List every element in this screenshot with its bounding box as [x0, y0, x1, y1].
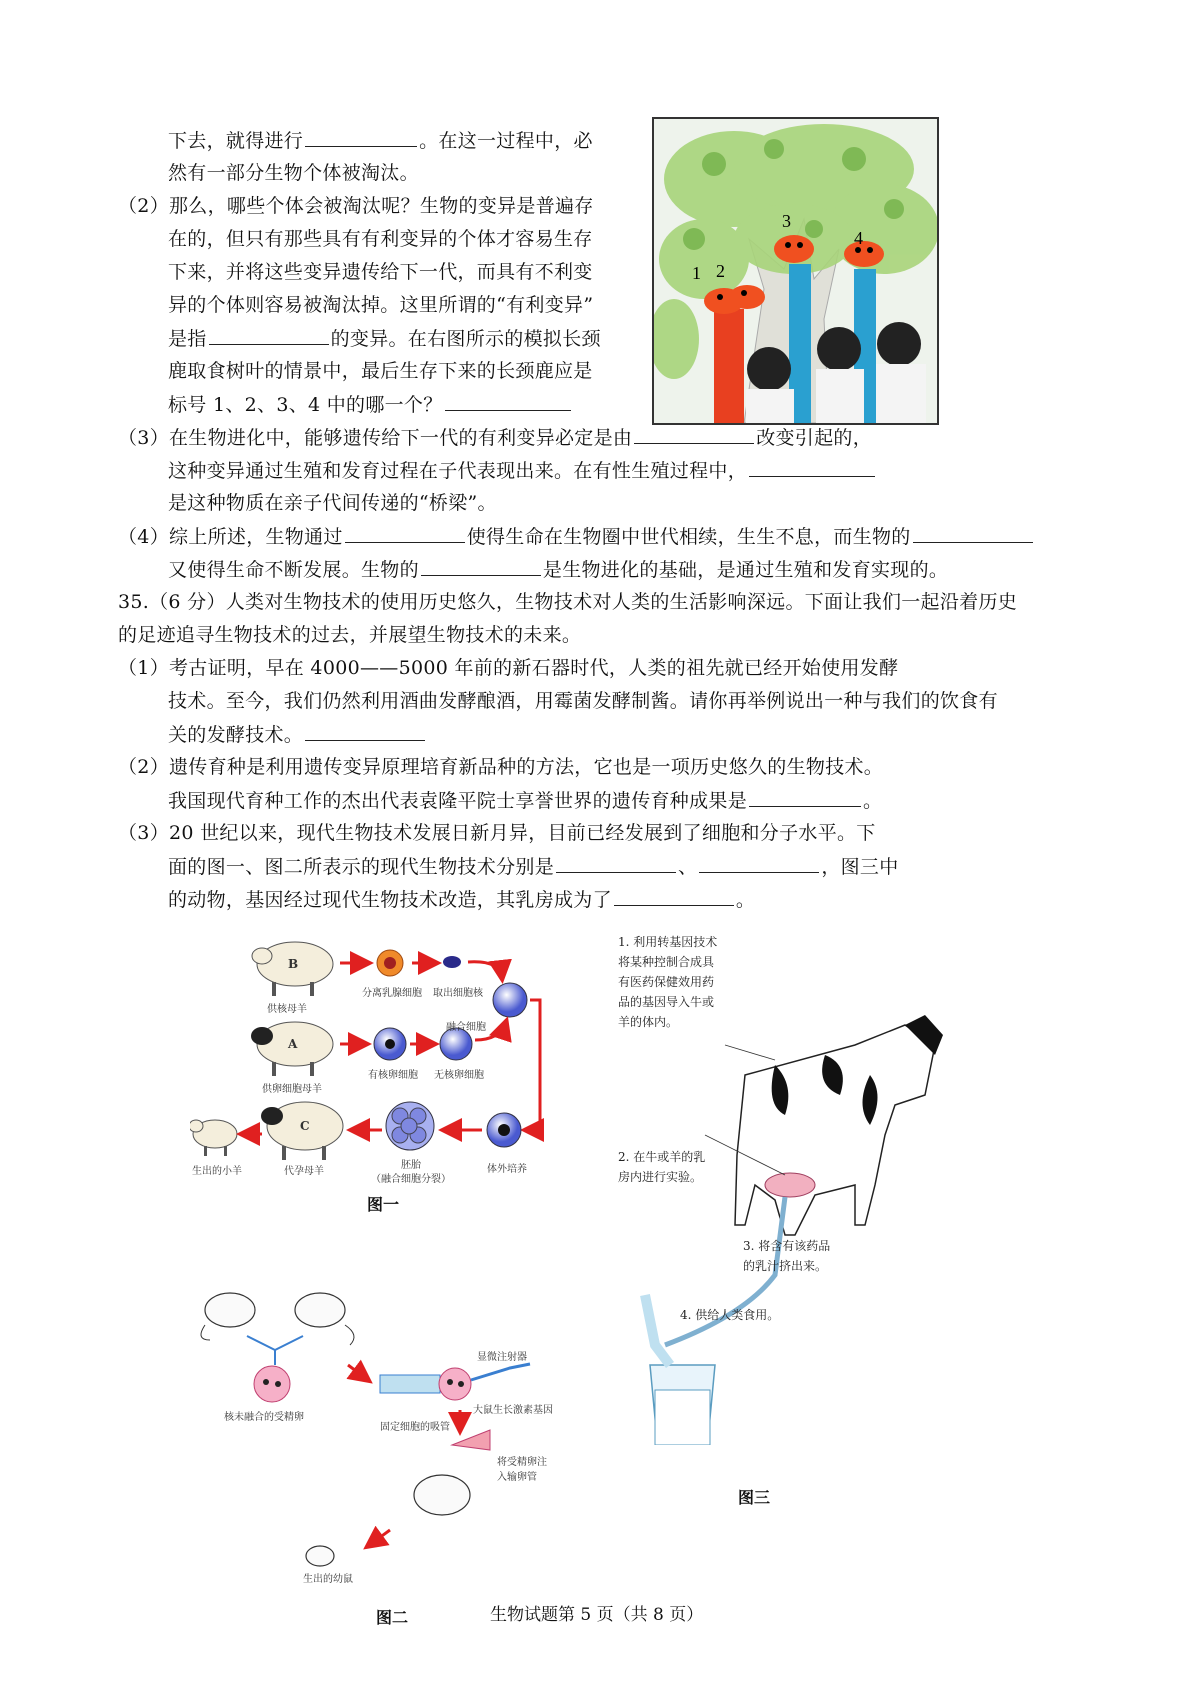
text: 又使得生命不断发展。生物的 — [168, 559, 419, 581]
microinjector-icon — [471, 1364, 530, 1380]
mouse-recipient-icon — [414, 1475, 470, 1515]
giraffe-label-4: 4 — [854, 228, 863, 248]
note-3-line-1: 3. 将含有该药品 — [743, 1239, 831, 1253]
text: （4）综上所述，生物通过 — [118, 526, 343, 548]
caption-culture: 体外培养 — [487, 1164, 527, 1175]
text: 的变异。在右图所示的模拟长颈 — [330, 328, 601, 350]
q35-intro-line-1: 35.（6 分）人类对生物技术的使用历史悠久，生物技术对人类的生活影响深远。下面让我们一起沿着历史 — [118, 591, 1018, 613]
giraffe-label-3: 3 — [782, 211, 791, 231]
text: ，图三中 — [821, 856, 899, 878]
sheep-a-icon — [251, 1022, 333, 1076]
q34-p2-line-1: （2）那么，哪些个体会被淘汰呢？生物的变异是普遍存 — [118, 195, 594, 217]
caption-take-nucleus: 取出细胞核 — [433, 988, 483, 999]
note-1-line-2: 将某种控制合成具 — [618, 955, 715, 969]
note-1-line-4: 品的基因导入牛或 — [618, 995, 715, 1009]
caption-enucleated-egg: 无核卵细胞 — [434, 1070, 484, 1081]
q34-p2-line-3: 下来，并将这些变异遗传给下一代，而具有不利变 — [168, 261, 593, 283]
answer-blank[interactable] — [634, 425, 754, 444]
text: 是指 — [168, 328, 207, 350]
caption-rat-gene: 大鼠生长激素基因 — [473, 1405, 553, 1416]
text: 。在这一过程中，必 — [419, 130, 593, 152]
text: 使得生命在生物圈中世代相续，生生不息，而生物的 — [466, 526, 911, 548]
answer-blank[interactable] — [556, 854, 676, 873]
answer-blank[interactable] — [445, 392, 571, 411]
figure-3-label: 图三 — [738, 1488, 771, 1507]
mouse-female-icon — [295, 1293, 345, 1327]
q35-p3-line-1: （3）20 世纪以来，现代生物技术发展日新月异，目前已经发展到了细胞和分子水平。下 — [118, 822, 876, 844]
answer-blank[interactable] — [345, 524, 465, 543]
note-3 — [743, 1236, 830, 1276]
caption-donor-nucleus: 供核母羊 — [267, 1004, 307, 1015]
q35-p3-line-3 — [168, 887, 755, 912]
answer-blank[interactable] — [305, 722, 425, 741]
answer-blank[interactable] — [305, 128, 417, 147]
giraffe-simulation-photo — [652, 117, 939, 425]
text: 我国现代育种工作的杰出代表袁隆平院士享誉世界的遗传育种成果是 — [168, 790, 748, 812]
q35-p2-line-1: （2）遗传育种是利用遗传变异原理培育新品种的方法，它也是一项历史悠久的生物技术。 — [118, 756, 884, 778]
answer-blank[interactable] — [913, 524, 1033, 543]
sheep-c-icon — [261, 1102, 343, 1160]
caption-microinjector: 显微注射器 — [477, 1352, 527, 1363]
caption-embryo: 胚胎 — [401, 1160, 421, 1171]
text: 改变引起的， — [756, 427, 873, 449]
text: 面的图一、图二所表示的现代生物技术分别是 — [168, 856, 555, 878]
caption-fused-cell: 融合细胞 — [446, 1022, 486, 1033]
answer-blank[interactable] — [614, 887, 734, 906]
note-2-line-2: 房内进行实验。 — [618, 1170, 703, 1184]
cow-diagram — [625, 985, 965, 1445]
q34-p4-line-2 — [168, 557, 948, 582]
answer-blank[interactable] — [749, 458, 875, 477]
note-1-line-3: 有医药保健效用药 — [618, 975, 715, 989]
caption-egg-donor: 供卵细胞母羊 — [262, 1084, 322, 1095]
figure-2-transgenic-mouse — [190, 1280, 620, 1585]
figure-1-cloning — [190, 930, 610, 1230]
caption-mammary-cell: 分离乳腺细胞 — [362, 988, 422, 999]
milk-glass-icon — [650, 1365, 715, 1445]
sheep-c-letter: C — [300, 1119, 310, 1133]
q34-line-1 — [168, 128, 593, 153]
text: （3）在生物进化中，能够遗传给下一代的有利变异必定是由 — [118, 427, 633, 449]
text: 标号 1、2、3、4 中的哪一个？ — [168, 394, 443, 416]
q34-p2-line-6: 鹿取食树叶的情景中，最后生存下来的长颈鹿应是 — [168, 360, 593, 382]
cow-icon — [735, 1015, 943, 1235]
figure-1-label: 图一 — [367, 1195, 400, 1214]
caption-lamb: 生出的小羊 — [192, 1166, 242, 1177]
giraffe-label-2: 2 — [716, 261, 725, 281]
caption-pups: 生出的幼鼠 — [303, 1574, 353, 1585]
q35-intro-line-2: 的足迹追寻生物技术的过去，并展望生物技术的未来。 — [118, 624, 582, 646]
q34-p2-line-2: 在的，但只有那些具有有利变异的个体才容易生存 — [168, 228, 593, 250]
text: 是生物进化的基础，是通过生殖和发育实现的。 — [542, 559, 949, 581]
embryo-icon — [386, 1102, 434, 1150]
q34-p2-line-4: 异的个体则容易被淘汰掉。这里所谓的“有利变异” — [168, 294, 594, 316]
fused-cell-icon — [493, 983, 527, 1017]
pipette-icon — [380, 1375, 440, 1393]
nucleated-egg-icon — [385, 1039, 395, 1049]
caption-embryo-sub: （融合细胞分裂） — [371, 1174, 451, 1185]
text: 下去，就得进行 — [168, 130, 304, 152]
note-2-line-1: 2. 在牛或羊的乳 — [618, 1150, 706, 1164]
giraffe-photo-illustration — [654, 119, 937, 423]
mammary-cell-icon — [384, 957, 396, 969]
caption-inject-2: 入输卵管 — [497, 1472, 537, 1483]
q34-line-2: 然有一部分生物个体被淘汰。 — [168, 162, 419, 184]
sheep-a-letter: A — [288, 1037, 298, 1051]
note-4: 4. 供给人类食用。 — [680, 1308, 780, 1322]
mouse-pups-icon — [306, 1546, 334, 1566]
q35-p1-line-2: 技术。至今，我们仍然利用酒曲发酵酿酒，用霉菌发酵制酱。请你再举例说出一种与我们的饮食有 — [168, 690, 998, 712]
sheep-b-icon — [252, 942, 333, 996]
injected-zygote-icon — [439, 1368, 471, 1400]
answer-blank[interactable] — [209, 326, 329, 345]
sheep-b-letter: B — [288, 957, 299, 971]
mouse-male-icon — [205, 1293, 255, 1327]
answer-blank[interactable] — [749, 788, 861, 807]
q35-p2-line-2 — [168, 788, 882, 813]
note-1-line-5: 羊的体内。 — [618, 1015, 679, 1029]
caption-surrogate: 代孕母羊 — [284, 1166, 324, 1177]
text: 、 — [678, 856, 698, 878]
q35-p1-line-1: （1）考古证明，早在 4000——5000 年前的新石器时代，人类的祖先就已经开始使用发酵 — [118, 657, 899, 679]
q34-p2-line-7 — [168, 392, 573, 417]
injection-tube-icon — [452, 1430, 490, 1450]
q34-p3-line-2 — [168, 458, 877, 483]
note-1 — [618, 932, 717, 1032]
figure-2-label: 图二 — [376, 1608, 409, 1627]
answer-blank[interactable] — [699, 854, 819, 873]
zygote-icon — [254, 1366, 290, 1402]
text: 。 — [863, 790, 883, 812]
text: 这种变异通过生殖和发育过程在子代表现出来。在有性生殖过程中， — [168, 460, 748, 482]
text: 。 — [735, 889, 756, 911]
giraffe-label-1: 1 — [692, 263, 701, 283]
q34-p4-line-1 — [118, 524, 1035, 549]
answer-blank[interactable] — [421, 557, 541, 576]
cultured-cell-icon — [498, 1124, 510, 1136]
q35-p1-line-3 — [168, 722, 427, 747]
q34-p2-line-5 — [168, 326, 601, 351]
text: 的动物，基因经过现代生物技术改造，其乳房成为了 — [168, 889, 612, 911]
caption-pipette: 固定细胞的吸管 — [380, 1422, 450, 1433]
note-2 — [618, 1147, 705, 1187]
q34-p3-line-1 — [118, 425, 872, 450]
lamb-icon — [190, 1120, 237, 1156]
note-1-line-1: 1. 利用转基因技术 — [618, 935, 718, 949]
q35-p3-line-2 — [168, 854, 899, 879]
caption-nucleated-egg: 有核卵细胞 — [368, 1070, 418, 1081]
text: 关的发酵技术。 — [168, 724, 304, 746]
nucleus-icon — [443, 956, 461, 968]
caption-zygote: 核未融合的受精卵 — [224, 1412, 304, 1423]
figure-3-transgenic-cow — [618, 935, 965, 1507]
page-footer: 生物试题第 5 页（共 8 页） — [490, 1605, 704, 1625]
note-3-line-2: 的乳汁挤出来。 — [743, 1259, 828, 1273]
q34-p3-line-3: 是这种物质在亲子代间传递的“桥梁”。 — [168, 492, 497, 514]
caption-inject: 将受精卵注 — [497, 1457, 547, 1468]
